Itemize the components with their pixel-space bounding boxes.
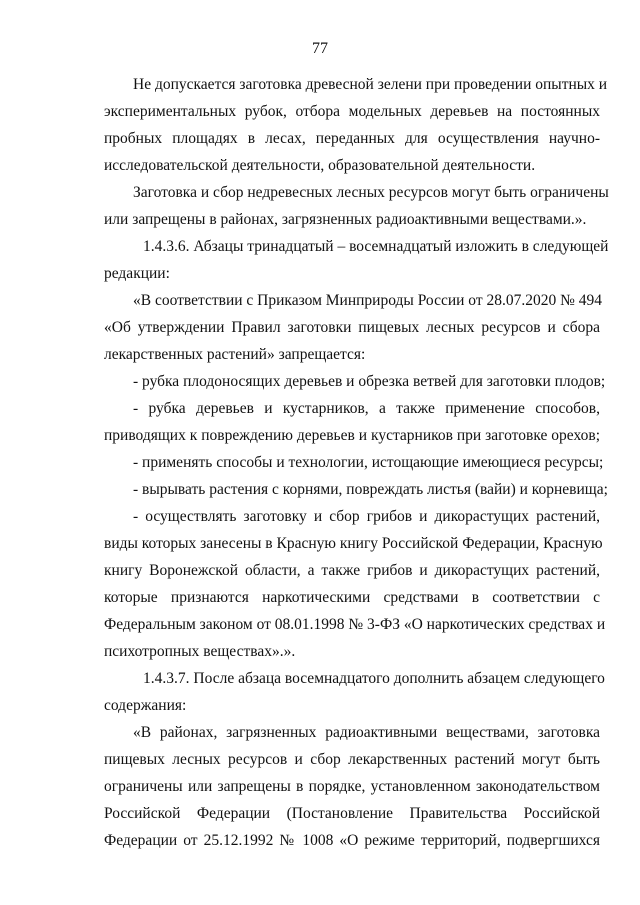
text-line: или запрещены в районах, загрязненных радиоактивными веществами.». bbox=[104, 211, 587, 228]
text-line: 1.4.3.7. После абзаца восемнадцатого дополнить абзацем следующего bbox=[143, 670, 605, 687]
text-line: приводящих к повреждению деревьев и кустарников при заготовке орехов; bbox=[104, 427, 600, 444]
text-line: книгу Воронежской области, а также грибов и дикорастущих растений, bbox=[104, 562, 600, 579]
text-line: Российской Федерации (Постановление Правительства Российской bbox=[104, 805, 600, 822]
text-line: Федеральным законом от 08.01.1998 № 3-ФЗ «О наркотических средствах и bbox=[104, 616, 606, 633]
text-line: «В районах, загрязненных радиоактивными веществами, заготовка bbox=[133, 724, 600, 741]
text-line: - рубка плодоносящих деревьев и обрезка ветвей для заготовки плодов; bbox=[133, 373, 606, 390]
text-line: психотропных веществах».». bbox=[104, 643, 296, 660]
text-line: виды которых занесены в Красную книгу Российской Федерации, Красную bbox=[104, 535, 603, 552]
text-line: Федерации от 25.12.1992 № 1008 «О режиме территорий, подвергшихся bbox=[104, 832, 600, 849]
text-line: «Об утверждении Правил заготовки пищевых лесных ресурсов и сбора bbox=[104, 319, 600, 336]
text-line: пробных площадях в лесах, переданных для осуществления научно- bbox=[104, 130, 600, 147]
text-line: которые признаются наркотическими средствами в соответствии с bbox=[104, 589, 600, 606]
text-line: пищевых лесных ресурсов и сбор лекарственных растений могут быть bbox=[104, 751, 600, 768]
page-number: 77 bbox=[312, 40, 328, 57]
text-line: «В соответствии с Приказом Минприроды России от 28.07.2020 № 494 bbox=[133, 292, 603, 309]
text-line: экспериментальных рубок, отбора модельных деревьев на постоянных bbox=[104, 103, 600, 120]
text-line: - применять способы и технологии, истощающие имеющиеся ресурсы; bbox=[133, 454, 604, 471]
text-line: ограничены или запрещены в порядке, установленном законодательством bbox=[104, 778, 600, 795]
text-line: исследовательской деятельности, образовательной деятельности. bbox=[104, 157, 536, 174]
text-line: 1.4.3.6. Абзацы тринадцатый – восемнадцатый изложить в следующей bbox=[143, 238, 609, 255]
text-line: содержания: bbox=[104, 697, 187, 714]
text-line: Заготовка и сбор недревесных лесных ресурсов могут быть ограничены bbox=[133, 184, 609, 201]
text-line: редакции: bbox=[104, 265, 170, 282]
text-line: - рубка деревьев и кустарников, а также применение способов, bbox=[133, 400, 600, 417]
text-line: - вырывать растения с корнями, повреждать листья (вайи) и корневища; bbox=[133, 481, 608, 498]
text-line: лекарственных растений» запрещается: bbox=[104, 346, 366, 363]
text-line: Не допускается заготовка древесной зелени при проведении опытных и bbox=[133, 76, 608, 93]
text-line: - осуществлять заготовку и сбор грибов и дикорастущих растений, bbox=[133, 508, 600, 525]
